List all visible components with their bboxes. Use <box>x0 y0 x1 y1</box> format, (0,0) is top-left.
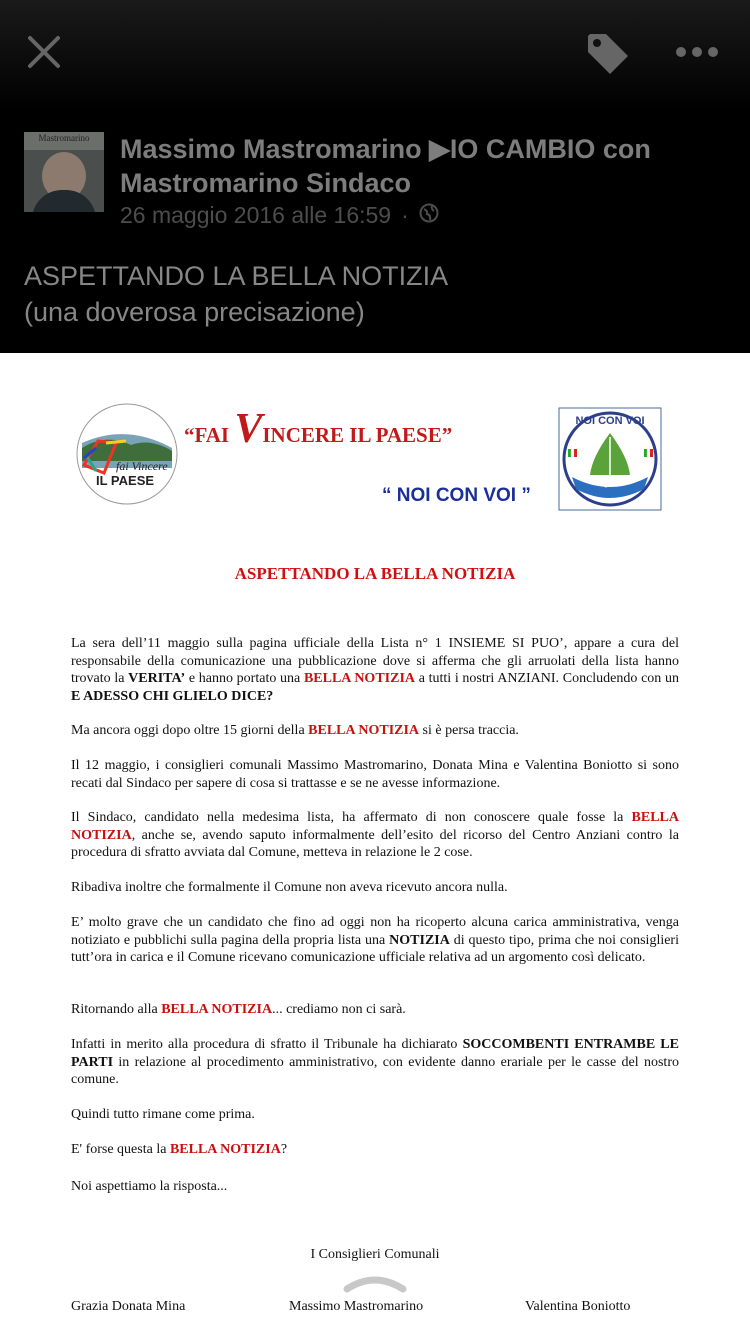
p4-text-a: Il Sindaco, candidato nella medesima lista, ha affermato di non conoscere quale fosse la <box>71 810 632 825</box>
p7-text-a: Ritornando alla <box>71 1002 162 1017</box>
paragraph-6 <box>71 914 679 967</box>
p8-text-a: Infatti in merito alla procedura di sfratto il Tribunale ha dichiarato <box>71 1037 463 1052</box>
close-icon[interactable] <box>22 30 66 74</box>
p1-red-bella-notizia: BELLA NOTIZIA <box>303 671 415 686</box>
caption-line-2: (una doverosa precisazione) <box>24 297 365 327</box>
signer-3: Valentina Boniotto <box>525 1299 631 1314</box>
p8-bold-soccombenti: SOCCOMBENTI ENTRAMBE LE PARTI <box>71 1037 679 1070</box>
logo-left-text-1: fai Vincere <box>116 459 168 473</box>
p1-text-e: a tutti i nostri ANZIANI. Concludendo con un <box>415 671 679 686</box>
p2-text-a: Ma ancora oggi dopo oltre 15 giorni della <box>71 723 309 738</box>
slogan-noi-con-voi: “ NOI CON VOI ” <box>382 485 531 506</box>
slogan-rest: INCERE IL PAESE” <box>262 423 453 447</box>
p4-red-bella-notizia: BELLA NOTIZIA <box>71 810 679 843</box>
p1-text-c: e hanno portato una <box>185 671 304 686</box>
avatar-label: Mastromarino <box>24 132 104 150</box>
logo-left-text-2: IL PAESE <box>96 473 155 488</box>
paragraph-9: Quindi tutto rimane come prima. <box>71 1107 255 1122</box>
signer-1: Grazia Donata Mina <box>71 1299 186 1314</box>
p6-text-c: di questo tipo, prima che noi consiglieri tutt’ora in carica e il Comune ricevano comunicazione ufficiale relativa ad un argomento così delicato. <box>71 932 679 965</box>
paragraph-4 <box>71 809 679 862</box>
p10-text-a: E' forse questa la <box>71 1142 170 1157</box>
signature-title: I Consiglieri Comunali <box>310 1247 440 1262</box>
tag-icon[interactable] <box>582 28 632 78</box>
p6-bold-notizia: NOTIZIA <box>389 932 450 948</box>
paragraph-3: Il 12 maggio, i consiglieri comunali Massimo Mastromarino, Donata Mina e Valentina Boniotto si sono recati dal Sindaco per sapere di cosa si trattasse e se ne avesse informazione. <box>71 758 679 791</box>
p2-red-bella-notizia: BELLA NOTIZIA <box>308 723 420 738</box>
p10-text-c: ? <box>280 1142 288 1157</box>
avatar[interactable] <box>24 132 104 212</box>
p1-text-a: La sera dell’11 maggio sulla pagina ufficiale della Lista n° 1 INSIEME SI PUO’, appare a cura del responsabile della comunicazione una pubblicazione dove si afferma che gli arruolati della lista hanno trovato la <box>71 636 679 686</box>
p4-text-c: , anche se, avendo saputo informalmente dell’esito del ricorso del Centro Anziani contro la procedura di sfratto avviata dal Comune, metteva in relazione le 2 cose. <box>71 827 679 860</box>
post-meta <box>120 202 439 229</box>
p2-text-c: si è persa traccia. <box>419 723 519 738</box>
paragraph-10 <box>71 1141 679 1159</box>
post-date[interactable]: 26 maggio 2016 alle 16:59 <box>120 202 392 228</box>
p1-bold-verita: VERITA’ <box>128 671 186 686</box>
fai-vincere-logo <box>76 403 178 505</box>
post-author[interactable]: Massimo Mastromarino ▶IO CAMBIO con Mastromarino Sindaco <box>120 134 651 198</box>
caption-line-1: ASPETTANDO LA BELLA NOTIZIA <box>24 261 449 291</box>
p7-red-bella-notizia: BELLA NOTIZIA <box>161 1002 273 1017</box>
p7-text-c: ... crediamo non ci sarà. <box>272 1002 406 1017</box>
paragraph-5: Ribadiva inoltre che formalmente il Comune non aveva ricevuto ancora nulla. <box>71 880 508 895</box>
post-caption <box>24 258 448 330</box>
slogan <box>184 405 452 453</box>
viewer-toolbar <box>0 0 750 110</box>
post-header <box>0 110 750 353</box>
more-options-icon[interactable] <box>670 34 724 70</box>
avatar-body <box>32 190 96 212</box>
noi-con-voi-logo <box>558 407 662 511</box>
p10-red-bella-notizia: BELLA NOTIZIA <box>169 1142 281 1157</box>
signer-2: Massimo Mastromarino <box>289 1299 424 1314</box>
slogan-big-letter: V <box>234 406 263 452</box>
chevron-up-icon[interactable] <box>341 1271 409 1293</box>
globe-icon <box>419 202 439 229</box>
p6-text-a: E’ molto grave che un candidato che fino ad oggi non ha ricoperto alcuna carica amministrativa, venga notiziato e pubblichi sulla pagina della propria lista una <box>71 915 679 948</box>
slogan-open: “FAI <box>184 423 235 447</box>
logo-right-text: NOI CON VOI <box>575 415 645 427</box>
paragraph-2 <box>71 722 679 740</box>
meta-separator: · <box>401 202 409 228</box>
paragraph-7 <box>71 1001 679 1019</box>
paragraph-1 <box>71 635 679 705</box>
post-photo-document[interactable] <box>0 353 750 1334</box>
p8-text-c: in relazione al procedimento amministrativo, con evidente danno erariale per le casse del nostro comune. <box>71 1054 679 1087</box>
document-title: ASPETTANDO LA BELLA NOTIZIA <box>234 564 516 583</box>
p1-bold-question: E ADESSO CHI GLIELO DICE? <box>71 688 274 704</box>
paragraph-11: Noi aspettiamo la risposta... <box>71 1179 228 1194</box>
paragraph-8 <box>71 1036 679 1089</box>
